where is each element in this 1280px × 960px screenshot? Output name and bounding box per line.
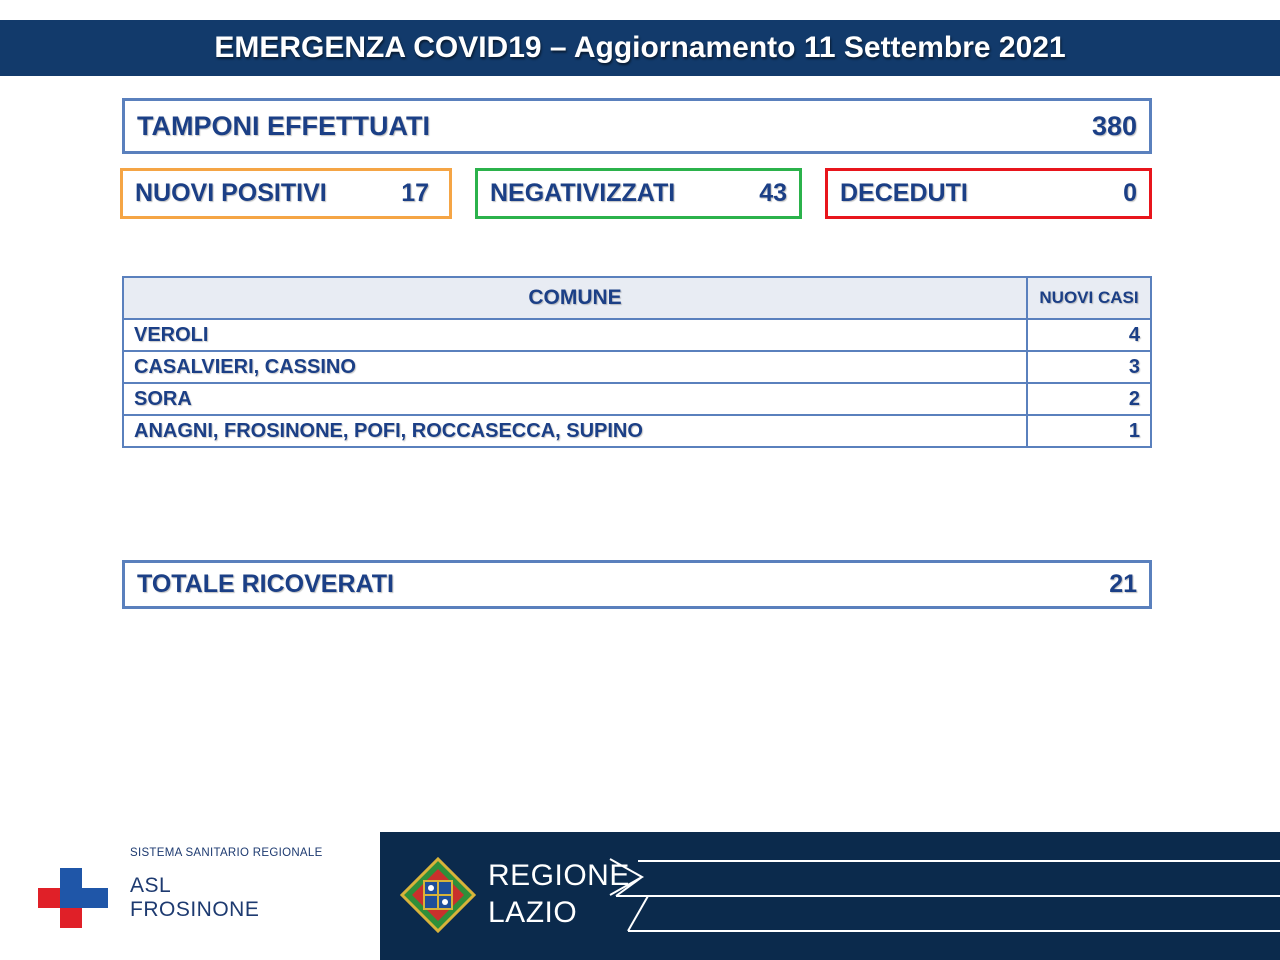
page-title: EMERGENZA COVID19 – Aggiornamento 11 Settembre 2021 (214, 31, 1066, 64)
header-bar (0, 20, 1280, 76)
cross-icon (38, 868, 108, 928)
positivi-label: NUOVI POSITIVI (135, 179, 327, 207)
table-row (123, 415, 1151, 447)
tamponi-value: 380 (1091, 110, 1137, 141)
negativizzati-value: 43 (759, 179, 787, 207)
comune-cell: ANAGNI, FROSINONE, POFI, ROCCASECCA, SUPINO (123, 415, 1027, 447)
negativizzati-label: NEGATIVIZZATI (490, 179, 676, 207)
negativizzati-box (475, 168, 802, 219)
casi-cell: 1 (1027, 415, 1151, 447)
ricoverati-label: TOTALE RICOVERATI (137, 570, 394, 598)
regione-sub: LAZIO (488, 896, 578, 929)
positivi-box (120, 168, 452, 219)
regione-lazio-banner (380, 832, 1280, 960)
table-row (123, 351, 1151, 383)
tamponi-box (122, 98, 1152, 154)
comuni-table (122, 276, 1152, 448)
regione-name: REGIONE (488, 859, 630, 892)
ricoverati-box (122, 560, 1152, 609)
regione-emblem-icon (400, 857, 476, 933)
tamponi-label: TAMPONI EFFETTUATI (137, 110, 430, 141)
asl-logo (0, 830, 380, 960)
deceduti-value: 0 (1123, 179, 1137, 207)
deceduti-box (825, 168, 1152, 219)
deceduti-label: DECEDUTI (840, 179, 968, 207)
table-row (123, 319, 1151, 351)
comune-header: COMUNE (123, 277, 1027, 319)
comune-cell: SORA (123, 383, 1027, 415)
casi-cell: 2 (1027, 383, 1151, 415)
ricoverati-value: 21 (1109, 570, 1137, 598)
casi-cell: 3 (1027, 351, 1151, 383)
positivi-value: 17 (401, 179, 429, 207)
asl-name: ASL (130, 874, 172, 897)
table-header-row (123, 277, 1151, 319)
casi-cell: 4 (1027, 319, 1151, 351)
table-row (123, 383, 1151, 415)
comune-cell: VEROLI (123, 319, 1027, 351)
comune-cell: CASALVIERI, CASSINO (123, 351, 1027, 383)
asl-city: FROSINONE (130, 898, 260, 921)
nuovi-casi-header: NUOVI CASI (1027, 277, 1151, 319)
asl-system-text: SISTEMA SANITARIO REGIONALE (130, 847, 323, 859)
